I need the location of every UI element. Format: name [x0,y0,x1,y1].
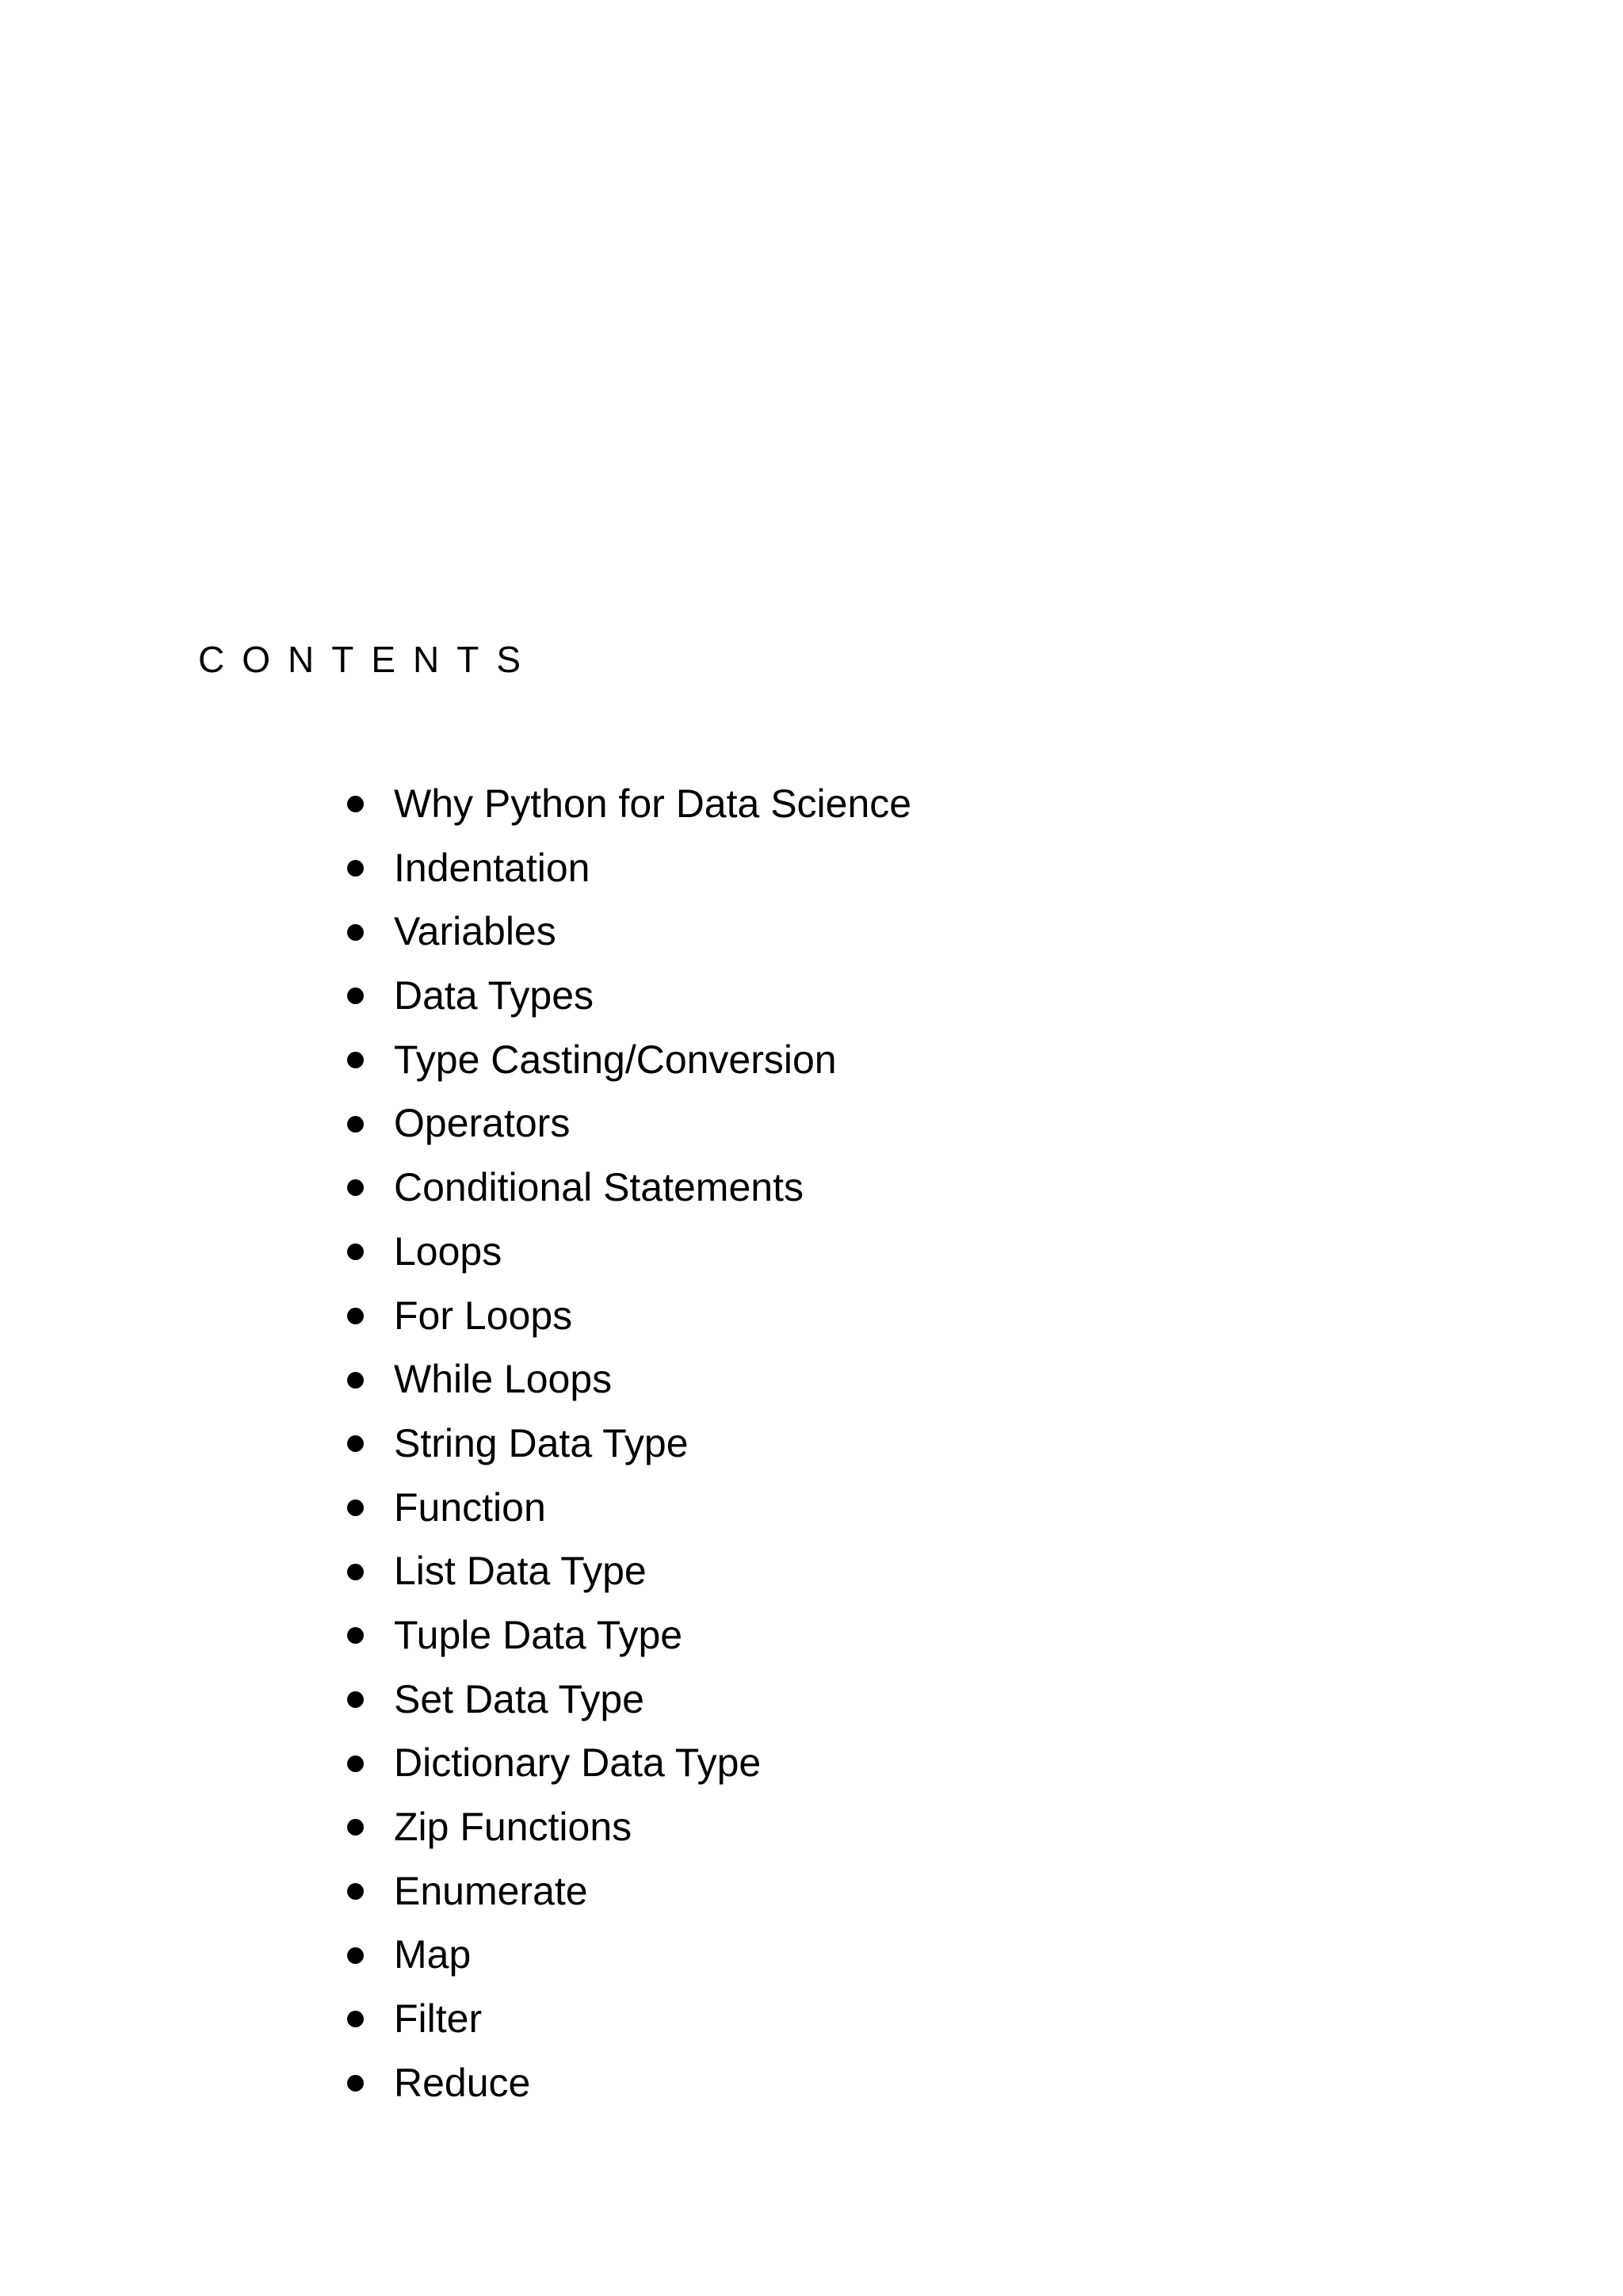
bullet-icon [347,1755,364,1772]
list-item-label: Variables [394,909,556,954]
bullet-icon [347,1564,364,1580]
bullet-icon [347,1883,364,1900]
list-item-label: Loops [394,1228,502,1274]
list-item-label: Data Types [394,973,594,1018]
list-item-label: Zip Functions [394,1805,632,1849]
bullet-icon [347,1244,364,1260]
list-item-label: Dictionary Data Type [394,1740,762,1786]
list-item-label: Function [394,1484,546,1530]
list-item-label: String Data Type [394,1420,689,1465]
bullet-icon [347,1947,364,1964]
contents-heading: CONTENTS [198,639,538,680]
bullet-icon [347,796,364,812]
bullet-icon [347,1052,364,1068]
bullet-icon [347,1627,364,1644]
list-item-label: Reduce [394,2060,531,2105]
list-item-label: For Loops [394,1293,573,1338]
list-item-label: Tuple Data Type [394,1612,683,1657]
list-item-label: While Loops [394,1357,613,1402]
list-item-label: Set Data Type [394,1676,644,1721]
bullet-icon [347,1819,364,1836]
bullet-icon [347,1308,364,1324]
bullet-icon [347,988,364,1004]
bullet-icon [347,924,364,941]
list-item-label: List Data Type [394,1549,647,1594]
bullet-icon [347,1116,364,1133]
bullet-icon [347,1372,364,1389]
bullet-icon [347,1435,364,1452]
bullet-icon [347,1179,364,1196]
list-item-label: Conditional Statements [394,1165,804,1210]
list-item-label: Type Casting/Conversion [394,1037,837,1082]
list-item-label: Indentation [394,845,590,890]
bullet-icon [347,1691,364,1708]
list-item-label: Why Python for Data Science [394,781,912,826]
list-item-label: Enumerate [394,1868,588,1913]
bullet-icon [347,1499,364,1516]
list-item-label: Operators [394,1101,571,1146]
list-item-label: Map [394,1932,472,1977]
bullet-icon [347,2011,364,2027]
list-item-label: Filter [394,1996,483,2042]
bullet-icon [347,2075,364,2092]
bullet-icon [347,860,364,877]
